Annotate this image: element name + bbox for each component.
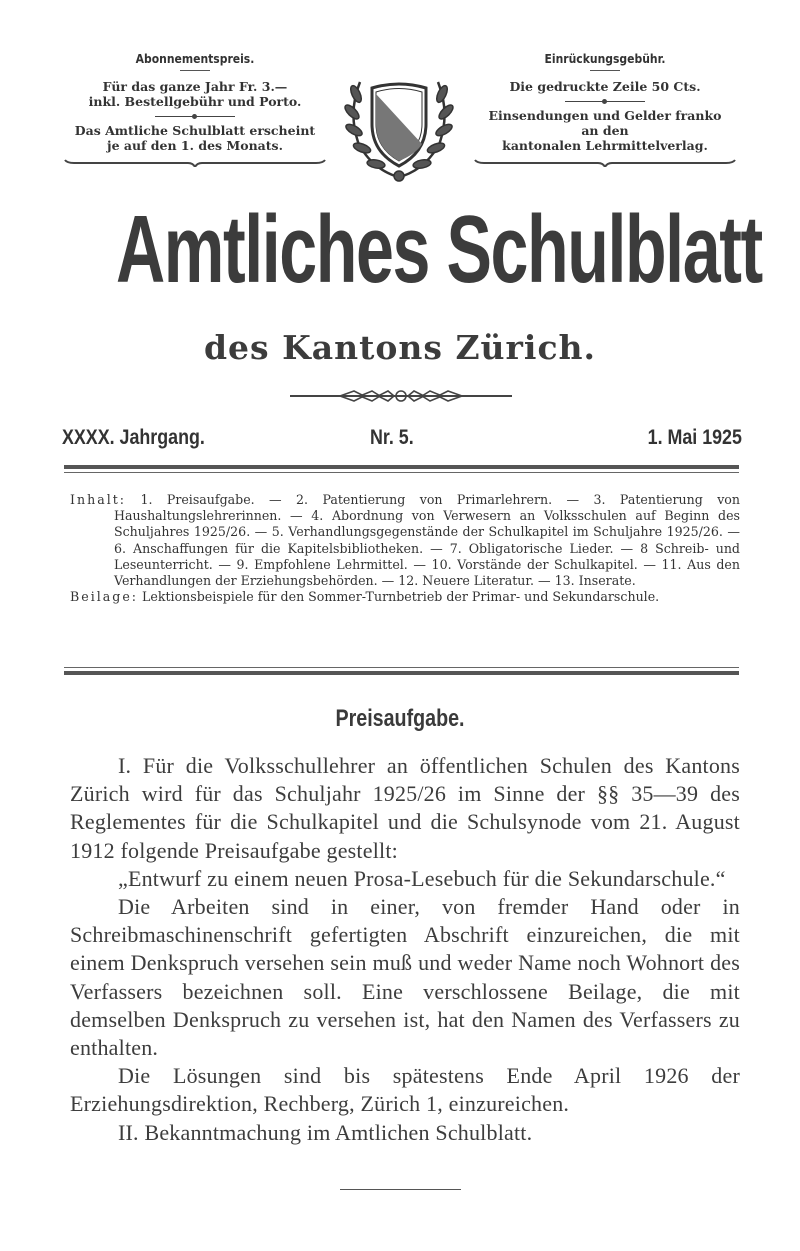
issue-date: 1. Mai 1925 [647,426,742,449]
dot-divider [565,97,645,105]
dot-divider [155,112,235,120]
article-paragraph: Die Lösungen sind bis spätestens Ende April 1926 der Erziehungsdirektion, Rechberg, Zürich 1, einzureichen. [70,1063,740,1117]
publication-line: Das Amtliche Schulblatt erscheint [74,123,316,138]
supplement-note [70,589,740,605]
contents-list [70,492,740,589]
double-rule-bottom [64,667,739,675]
table-of-contents [70,492,740,605]
end-rule [340,1189,461,1190]
divider [180,70,210,71]
contents-text: 1. Preisaufgabe. — 2. Patentierung von Primarlehrern. — 3. Patentierung von Haushaltungslehrerinnen. — 4. Abordnung von Verwesern an Volksschulen auf Beginn des Schuljahres 1925/26. — 5. Verhandlungsgegenstände der Schulkapitel im Schuljahre 1925/26. — 6. Anschaffungen für die Kapitelsbibliotheken. — 7. Obligatorische Lieder. — 8 Schreib- und Leseunterricht. — 9. Empfohlene Lehrmittel. — 10. Vorstände der Schulkapitel. — 11. Aus den Verhandlungen der Erziehungsbehörden. — 12. Neuere Literatur. — 13. Inserate. [114,492,740,589]
publication-line: je auf den 1. des Monats. [107,138,283,153]
brace-ornament [474,159,736,165]
divider [590,70,620,71]
submission-line: kantonalen Lehrmittelverlag. [502,138,708,153]
price-line: inkl. Bestellgebühr und Porto. [88,94,302,109]
subscription-price-box [55,52,335,165]
subscription-price-title: Abonnementspreis. [135,52,255,66]
newspaper-title: Amtliches Schulblatt [116,196,762,303]
double-rule-top [64,465,739,473]
supplement-text: Lektionsbeispiele für den Sommer-Turnbetrieb der Primar- und Sekundarschule. [138,589,660,605]
article-paragraph: „Entwurf zu einem neuen Prosa-Lesebuch für die Sekundarschule.“ [118,865,726,891]
advertising-fee-title: Einrückungsgebühr. [544,52,666,66]
fee-line: Die gedruckte Zeile 50 Cts. [509,79,701,94]
article-paragraph: Die Arbeiten sind in einer, von fremder Hand oder in Schreibmaschinenschrift gefertigten Abschrift einzureichen, die mit einem Denkspruch versehen sein muß und weder Name noch Wohnort des Verfassers bezeichnen soll. Eine verschlossene Beilage, die mit demselben Denkspruch zu versehen ist, hat den Namen des Verfassers zu enthalten. [70,894,740,1061]
brace-ornament [64,159,326,165]
article-paragraph: II. Bekanntmachung im Amtlichen Schulblatt. [118,1119,533,1145]
supplement-label: Beilage: [70,589,139,605]
submission-line: Einsendungen und Gelder franko [488,108,722,123]
contents-label: Inhalt: [70,492,127,507]
issue-number: Nr. 5. [370,426,414,449]
article-paragraph: I. Für die Volksschullehrer an öffentlichen Schulen des Kantons Zürich wird für das Schuljahr 1925/26 im Sinne der §§ 35—39 des Reglementes für die Schulkapitel und die Schulsynode vom 21. August 1912 folgende Preisaufgabe gestellt: [70,753,740,863]
ornament-divider-icon [288,388,514,404]
volume-label: XXXX. Jahrgang. [62,426,205,449]
submission-line: an den [581,123,629,138]
newspaper-subtitle: des Kantons Zürich. [203,328,597,367]
zurich-crest-icon [340,72,458,184]
article-title: Preisaufgabe. [335,705,465,732]
advertising-fee-box [465,52,745,165]
price-line: Für das ganze Jahr Fr. 3.— [102,79,288,94]
article-body [70,752,740,1147]
